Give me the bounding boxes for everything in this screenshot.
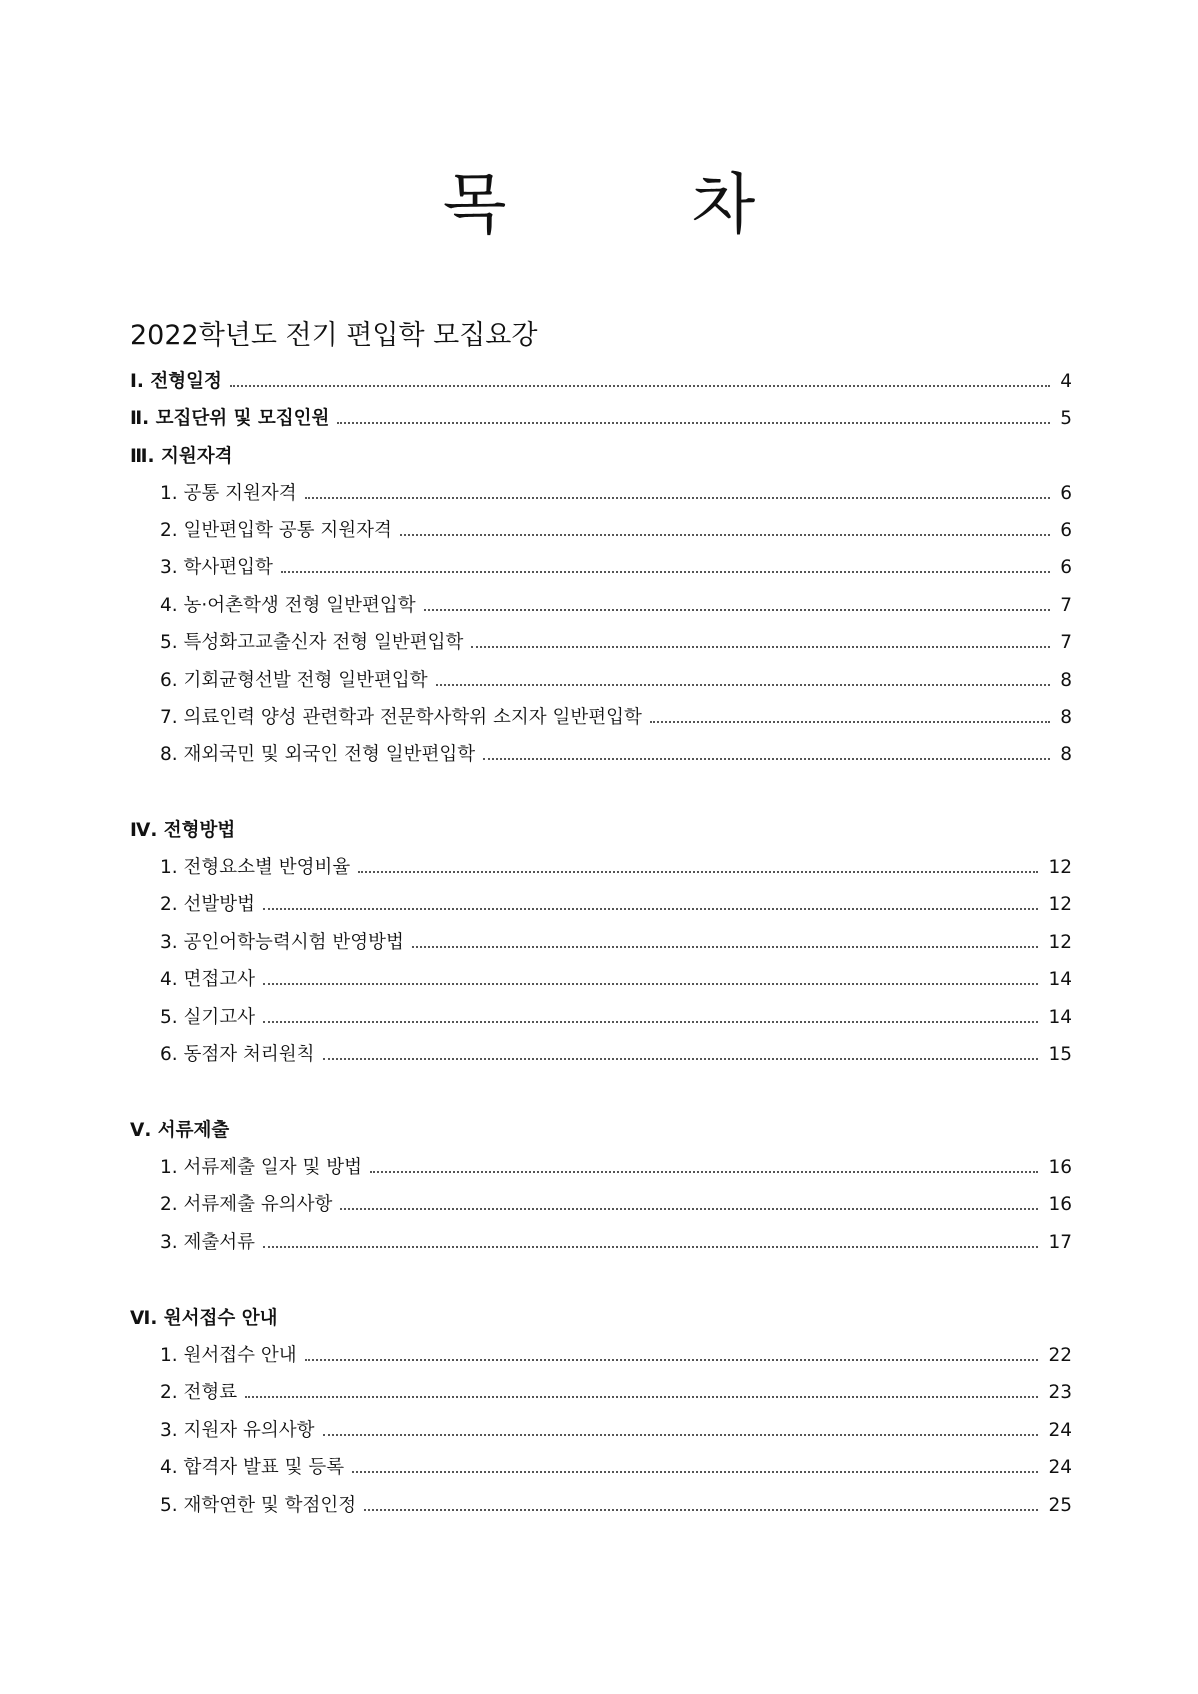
document-subtitle: 2022학년도 전기 편입학 모집요강 — [130, 320, 538, 351]
dot-leader — [436, 683, 1051, 686]
toc-item — [160, 552, 1072, 584]
toc-page-number: 12 — [1048, 857, 1072, 878]
toc-item — [160, 1452, 1072, 1484]
dot-leader — [358, 870, 1038, 873]
toc-entry-label: 6. 기회균형선발 전형 일반편입학 — [160, 670, 428, 691]
toc-item — [160, 1227, 1072, 1259]
toc-entry-label: 2. 서류제출 유의사항 — [160, 1194, 333, 1215]
toc-entry-label: 2. 전형료 — [160, 1382, 238, 1403]
toc-section — [130, 815, 1072, 847]
dot-leader — [263, 1245, 1038, 1248]
toc-entry-label: 8. 재외국민 및 외국인 전형 일반편입학 — [160, 744, 476, 765]
dot-leader — [281, 570, 1050, 573]
page-title: 목 차 — [442, 166, 838, 243]
toc-entry-label: Ⅴ. 서류제출 — [130, 1120, 230, 1141]
dot-leader — [305, 1358, 1039, 1361]
toc-page-number: 16 — [1048, 1194, 1072, 1215]
toc-page-number: 7 — [1060, 595, 1072, 616]
toc-entry-label: 5. 특성화고교출신자 전형 일반편입학 — [160, 632, 464, 653]
toc-item — [160, 515, 1072, 547]
toc-item — [160, 1152, 1072, 1184]
toc-entry-label: 4. 면접고사 — [160, 969, 256, 990]
toc-entry-label: 1. 전형요소별 반영비율 — [160, 857, 351, 878]
toc-page-number: 17 — [1048, 1232, 1072, 1253]
dot-leader — [650, 720, 1050, 723]
toc-item — [160, 964, 1072, 996]
toc-item — [160, 927, 1072, 959]
toc-section — [130, 366, 1072, 398]
dot-leader — [263, 907, 1038, 910]
toc-entry-label: 6. 동점자 처리원칙 — [160, 1044, 315, 1065]
dot-leader — [263, 1020, 1038, 1023]
toc-entry-label: 4. 농·어촌학생 전형 일반편입학 — [160, 595, 416, 616]
toc-section — [130, 403, 1072, 435]
toc-entry-label: 1. 원서접수 안내 — [160, 1345, 297, 1366]
dot-leader — [263, 982, 1038, 985]
toc-page-number: 8 — [1060, 707, 1072, 728]
toc-page-number: 5 — [1060, 408, 1072, 429]
dot-leader — [352, 1470, 1038, 1473]
dot-leader — [424, 608, 1051, 611]
toc-entry-label: Ⅲ. 지원자격 — [130, 446, 233, 467]
dot-leader — [471, 645, 1050, 648]
toc-entry-label: Ⅳ. 전형방법 — [130, 820, 236, 841]
toc-item — [160, 1377, 1072, 1409]
dot-leader — [400, 533, 1050, 536]
toc-item — [160, 702, 1072, 734]
dot-leader — [337, 421, 1050, 424]
toc-item — [160, 627, 1072, 659]
toc-item — [160, 1340, 1072, 1372]
toc-entry-label: Ⅰ. 전형일정 — [130, 371, 222, 392]
toc-section — [130, 441, 1072, 473]
toc-item — [160, 1039, 1072, 1071]
toc-entry-label: 4. 합격자 발표 및 등록 — [160, 1457, 345, 1478]
toc-page-number: 14 — [1048, 1007, 1072, 1028]
dot-leader — [412, 945, 1039, 948]
toc-item — [160, 1189, 1072, 1221]
dot-leader — [323, 1433, 1039, 1436]
toc-page-number: 23 — [1048, 1382, 1072, 1403]
dot-leader — [245, 1395, 1038, 1398]
toc-page-number: 22 — [1048, 1345, 1072, 1366]
toc-page-number: 7 — [1060, 632, 1072, 653]
toc-item — [160, 478, 1072, 510]
dot-leader — [230, 384, 1050, 387]
toc-entry-label: 3. 공인어학능력시험 반영방법 — [160, 932, 404, 953]
toc-entry-label: 2. 선발방법 — [160, 894, 256, 915]
dot-leader — [305, 496, 1051, 499]
dot-leader — [340, 1207, 1038, 1210]
toc-entry-label: Ⅱ. 모집단위 및 모집인원 — [130, 408, 330, 429]
toc-page-number: 6 — [1060, 520, 1072, 541]
toc-entry-label: Ⅵ. 원서접수 안내 — [130, 1308, 278, 1329]
toc-entry-label: 3. 지원자 유의사항 — [160, 1420, 315, 1441]
toc-page-number: 14 — [1048, 969, 1072, 990]
toc-item — [160, 889, 1072, 921]
dot-leader — [323, 1057, 1039, 1060]
toc-entry-label: 7. 의료인력 양성 관련학과 전문학사학위 소지자 일반편입학 — [160, 707, 642, 728]
toc-section — [130, 1115, 1072, 1147]
dot-leader — [364, 1508, 1038, 1511]
toc-page-number: 8 — [1060, 670, 1072, 691]
toc-entry-label: 1. 서류제출 일자 및 방법 — [160, 1157, 363, 1178]
toc-entry-label: 1. 공통 지원자격 — [160, 483, 297, 504]
toc-page-number: 24 — [1048, 1457, 1072, 1478]
toc-entry-label: 3. 학사편입학 — [160, 557, 273, 578]
toc-item — [160, 1002, 1072, 1034]
toc-entry-label: 2. 일반편입학 공통 지원자격 — [160, 520, 392, 541]
toc-page-number: 6 — [1060, 483, 1072, 504]
toc-entry-label: 5. 실기고사 — [160, 1007, 256, 1028]
toc-page-number: 24 — [1048, 1420, 1072, 1441]
toc-entry-label: 5. 재학연한 및 학점인정 — [160, 1495, 357, 1516]
toc-page-number: 4 — [1060, 371, 1072, 392]
toc-page-number: 12 — [1048, 932, 1072, 953]
toc-entry-label: 3. 제출서류 — [160, 1232, 256, 1253]
toc-page-number: 25 — [1048, 1495, 1072, 1516]
toc-page-number: 6 — [1060, 557, 1072, 578]
toc-page-number: 8 — [1060, 744, 1072, 765]
toc-item — [160, 1415, 1072, 1447]
toc-page-number: 16 — [1048, 1157, 1072, 1178]
toc-section — [130, 1303, 1072, 1335]
toc-item — [160, 1490, 1072, 1522]
dot-leader — [370, 1170, 1038, 1173]
toc-item — [160, 852, 1072, 884]
toc-item — [160, 665, 1072, 697]
dot-leader — [483, 757, 1050, 760]
toc-item — [160, 590, 1072, 622]
toc-item — [160, 739, 1072, 771]
toc-page-number: 12 — [1048, 894, 1072, 915]
toc-page-number: 15 — [1048, 1044, 1072, 1065]
